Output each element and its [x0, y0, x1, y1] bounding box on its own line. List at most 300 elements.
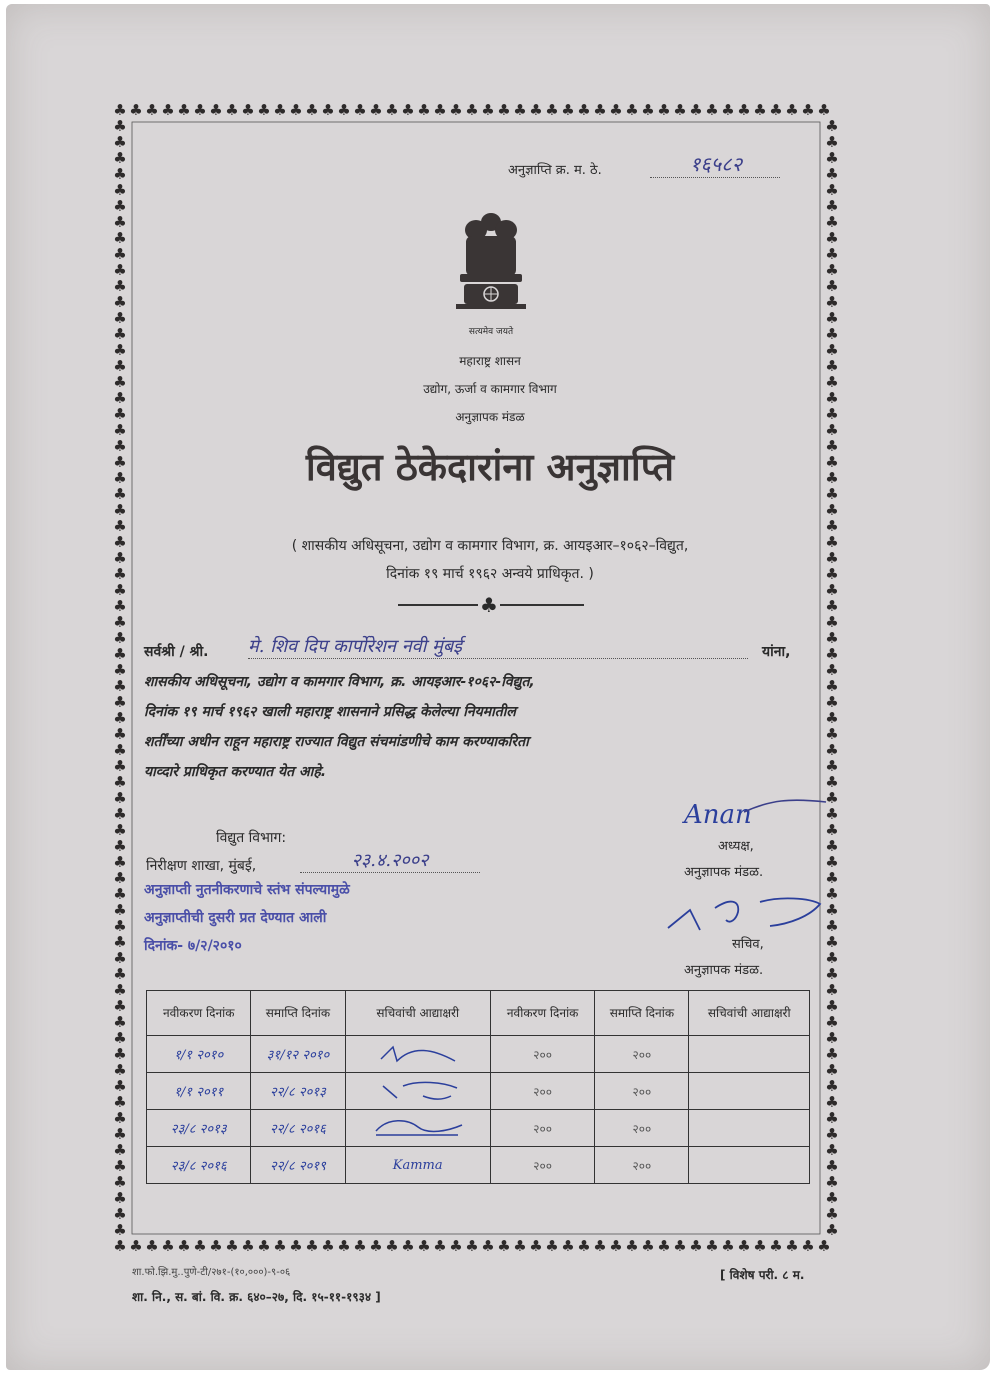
club-border-icon: ♣: [449, 1237, 463, 1254]
club-border-icon: ♣: [577, 102, 591, 119]
notification-ref: शा. नि., स. बां. वि. क्र. ६४०–२७, दि. १५-११-१९३४ ]: [132, 1290, 381, 1304]
club-border-icon: ♣: [257, 102, 271, 119]
club-border-icon: ♣: [385, 1237, 399, 1254]
renewal-date-cell: २३/८ २०१६: [147, 1147, 251, 1184]
club-border-icon: ♣: [113, 933, 127, 951]
club-border-icon: ♣: [705, 102, 719, 119]
club-border-icon: ♣: [825, 1013, 839, 1031]
body-line-4: शर्तींच्या अधीन राहून महाराष्ट्र राज्यात विद्युत संचमांडणीचे काम करण्याकरिता: [144, 734, 529, 750]
club-border-icon: ♣: [641, 1237, 655, 1254]
club-border-icon: ♣: [825, 837, 839, 855]
club-border-icon: ♣: [113, 1029, 127, 1047]
club-border-icon: ♣: [561, 102, 575, 119]
club-border-icon: ♣: [449, 102, 463, 119]
club-border-icon: ♣: [113, 181, 127, 199]
club-border-icon: ♣: [465, 1237, 479, 1254]
club-border-icon: ♣: [545, 1237, 559, 1254]
club-border-icon: ♣: [593, 102, 607, 119]
renewal-date-cell: २००: [490, 1110, 594, 1147]
club-border-icon: ♣: [369, 1237, 383, 1254]
club-border-icon: ♣: [113, 1173, 127, 1191]
club-border-icon: ♣: [113, 1205, 127, 1223]
club-border-icon: ♣: [113, 341, 127, 359]
club-border-icon: ♣: [161, 1237, 175, 1254]
renewal-date-cell: २००: [490, 1073, 594, 1110]
initials-signature: [368, 1113, 468, 1141]
lion-capital-icon: [446, 208, 536, 318]
club-border-icon: ♣: [513, 1237, 527, 1254]
club-border-icon: ♣: [113, 389, 127, 407]
club-border-icon: ♣: [825, 229, 839, 247]
club-border-icon: ♣: [825, 517, 839, 535]
club-border-icon: ♣: [273, 1237, 287, 1254]
club-border-icon: ♣: [785, 1237, 799, 1254]
club-border-icon: ♣: [113, 1013, 127, 1031]
club-border-icon: ♣: [657, 1237, 671, 1254]
initials-cell: [689, 1147, 810, 1184]
club-border-icon: ♣: [129, 1237, 143, 1254]
club-border-icon: ♣: [113, 102, 127, 119]
club-border-icon: ♣: [113, 693, 127, 711]
club-border-icon: ♣: [529, 102, 543, 119]
stamp-line-1: अनुज्ञाप्ती नुतनीकरणाचे स्तंभ संपल्यामुळे: [144, 882, 350, 898]
club-border-icon: ♣: [113, 1125, 127, 1143]
club-border-icon: ♣: [825, 741, 839, 759]
club-border-icon: ♣: [497, 1237, 511, 1254]
club-border-icon: ♣: [825, 277, 839, 295]
club-border-icon: ♣: [113, 165, 127, 183]
club-border-icon: ♣: [561, 1237, 575, 1254]
club-border-icon: ♣: [673, 1237, 687, 1254]
secretary-title: सचिव,: [732, 937, 764, 952]
club-border-icon: ♣: [145, 1237, 159, 1254]
club-border-icon: ♣: [825, 197, 839, 215]
club-border-icon: ♣: [673, 102, 687, 119]
renewal-date-cell: २००: [490, 1036, 594, 1073]
club-border-icon: ♣: [273, 102, 287, 119]
club-border-icon: ♣: [113, 725, 127, 743]
club-border-icon: ♣: [241, 102, 255, 119]
renewal-table: [146, 990, 810, 1184]
club-border-icon: ♣: [113, 613, 127, 631]
table-row: [147, 1036, 810, 1073]
club-border-icon: ♣: [209, 1237, 223, 1254]
club-border-icon: ♣: [113, 917, 127, 935]
club-border-icon: ♣: [825, 453, 839, 471]
initials-cell: [689, 1036, 810, 1073]
header-cell: नवीकरण दिनांक: [490, 991, 594, 1036]
subtitle-line-2: दिनांक १९ मार्च १९६२ अन्वये प्राधिकृत. ): [386, 566, 594, 582]
club-border-icon: ♣: [825, 405, 839, 423]
club-border-icon: ♣: [825, 613, 839, 631]
club-border-icon: ♣: [625, 102, 639, 119]
club-border-icon: ♣: [193, 102, 207, 119]
club-border-icon: ♣: [825, 1109, 839, 1127]
club-border-icon: ♣: [825, 597, 839, 615]
club-border-icon: ♣: [801, 102, 815, 119]
initials-cell: [345, 1110, 490, 1147]
club-border-icon: ♣: [825, 757, 839, 775]
club-border-icon: ♣: [113, 805, 127, 823]
club-border-icon: ♣: [737, 1237, 751, 1254]
stamp-line-2: अनुज्ञाप्तीची दुसरी प्रत देण्यात आली: [144, 910, 327, 926]
club-border-icon: ♣: [825, 1061, 839, 1079]
club-border-icon: ♣: [417, 102, 431, 119]
club-border-icon: ♣: [433, 1237, 447, 1254]
club-border-icon: ♣: [825, 309, 839, 327]
club-border-icon: ♣: [113, 405, 127, 423]
club-border-icon: ♣: [225, 102, 239, 119]
club-border-icon: ♣: [497, 102, 511, 119]
club-border-icon: ♣: [113, 437, 127, 455]
club-border-icon: ♣: [113, 325, 127, 343]
expiry-date-cell: २००: [595, 1036, 689, 1073]
club-border-icon: ♣: [289, 1237, 303, 1254]
club-border-icon: ♣: [825, 1045, 839, 1063]
club-border-icon: ♣: [817, 102, 831, 119]
club-border-icon: ♣: [689, 1237, 703, 1254]
club-border-icon: ♣: [145, 102, 159, 119]
club-border-icon: ♣: [825, 853, 839, 871]
club-border-icon: ♣: [113, 469, 127, 487]
club-border-icon: ♣: [353, 1237, 367, 1254]
emblem-motto: सत्यमेव जयते: [468, 327, 514, 337]
club-border-icon: ♣: [177, 102, 191, 119]
header-cell: नवीकरण दिनांक: [147, 991, 251, 1036]
initials-cell: [345, 1036, 490, 1073]
club-border-icon: ♣: [113, 213, 127, 231]
chairman-board: अनुज्ञापक मंडळ.: [684, 865, 764, 880]
licensee-name: मे. शिव दिप कार्पोरेशन नवी मुंबई: [248, 634, 748, 659]
club-border-icon: ♣: [825, 341, 839, 359]
office-line-1: विद्युत विभाग:: [216, 830, 287, 846]
club-border-icon: ♣: [289, 102, 303, 119]
club-border-icon: ♣: [825, 629, 839, 647]
club-border-icon: ♣: [113, 1157, 127, 1175]
club-border-icon: ♣: [825, 981, 839, 999]
initials-cell: [345, 1073, 490, 1110]
form-number: [ विशेष परी. ८ म.: [720, 1268, 805, 1282]
club-border-icon: ♣: [513, 102, 527, 119]
club-border-icon: ♣: [721, 102, 735, 119]
header-line-2: उद्योग, ऊर्जा व कामगार विभाग: [423, 382, 557, 396]
club-border-icon: ♣: [385, 102, 399, 119]
header-cell: सचिवांची आद्याक्षरी: [689, 991, 810, 1036]
club-border-icon: ♣: [825, 821, 839, 839]
club-border-icon: ♣: [825, 213, 839, 231]
club-border-icon: ♣: [401, 102, 415, 119]
expiry-date-cell: २२/८ २०१३: [251, 1073, 345, 1110]
page-title: विद्युत ठेकेदारांना अनुज्ञाप्ति: [305, 445, 675, 489]
club-border-icon: ♣: [825, 645, 839, 663]
club-border-icon: ♣: [609, 1237, 623, 1254]
initials-cell: [689, 1073, 810, 1110]
club-border-icon: ♣: [825, 261, 839, 279]
club-border-icon: ♣: [113, 133, 127, 151]
license-number-label: अनुज्ञाप्ति क्र. म. ठे.: [508, 163, 602, 178]
club-border-icon: ♣: [825, 389, 839, 407]
club-border-icon: ♣: [401, 1237, 415, 1254]
club-border-icon: ♣: [113, 357, 127, 375]
club-border-icon: ♣: [113, 869, 127, 887]
club-border-icon: ♣: [113, 629, 127, 647]
table-header-row: [147, 991, 810, 1036]
club-border-icon: ♣: [825, 1189, 839, 1207]
club-ornament-icon: ♣: [478, 594, 500, 616]
renewal-date-cell: २००: [490, 1147, 594, 1184]
club-border-icon: ♣: [721, 1237, 735, 1254]
club-border-icon: ♣: [113, 309, 127, 327]
club-border-icon: ♣: [817, 1237, 831, 1254]
club-border-icon: ♣: [113, 533, 127, 551]
club-border-icon: ♣: [113, 293, 127, 311]
club-border-icon: ♣: [113, 501, 127, 519]
ashoka-emblem: [446, 208, 536, 337]
office-line-2: निरीक्षण शाखा, मुंबई,: [146, 858, 257, 874]
club-border-icon: ♣: [545, 102, 559, 119]
club-border-icon: ♣: [113, 277, 127, 295]
club-border-icon: ♣: [337, 1237, 351, 1254]
club-border-icon: ♣: [305, 1237, 319, 1254]
club-border-icon: ♣: [529, 1237, 543, 1254]
club-border-icon: ♣: [113, 821, 127, 839]
club-border-icon: ♣: [113, 997, 127, 1015]
club-border-icon: ♣: [113, 197, 127, 215]
stamp-line-3: दिनांक- ७/२/२०१०: [144, 938, 242, 954]
club-border-icon: ♣: [481, 1237, 495, 1254]
club-border-icon: ♣: [161, 102, 175, 119]
club-border-icon: ♣: [113, 949, 127, 967]
club-border-icon: ♣: [825, 437, 839, 455]
club-border-icon: ♣: [825, 581, 839, 599]
club-border-icon: ♣: [113, 245, 127, 263]
club-border-icon: ♣: [825, 373, 839, 391]
club-border-icon: ♣: [609, 102, 623, 119]
club-border-icon: ♣: [321, 1237, 335, 1254]
club-border-icon: ♣: [113, 565, 127, 583]
club-border-icon: ♣: [113, 741, 127, 759]
club-border-icon: ♣: [753, 102, 767, 119]
club-border-icon: ♣: [113, 773, 127, 791]
club-border-icon: ♣: [825, 1173, 839, 1191]
club-border-icon: ♣: [113, 981, 127, 999]
club-border-icon: ♣: [113, 453, 127, 471]
club-border-icon: ♣: [825, 565, 839, 583]
club-border-icon: ♣: [825, 1029, 839, 1047]
body-line-2: शासकीय अधिसूचना, उद्योग व कामगार विभाग, क्र. आयइआर-१०६२-विद्युत,: [144, 674, 535, 690]
club-border-icon: ♣: [257, 1237, 271, 1254]
club-border-icon: ♣: [113, 117, 127, 135]
body-line-5: याव्दारे प्राधिकृत करण्यात येत आहे.: [144, 764, 327, 780]
club-border-icon: ♣: [825, 805, 839, 823]
club-border-icon: ♣: [113, 261, 127, 279]
club-border-icon: ♣: [689, 102, 703, 119]
club-border-icon: ♣: [113, 965, 127, 983]
club-border-icon: ♣: [113, 149, 127, 167]
club-border-icon: ♣: [825, 917, 839, 935]
club-border-icon: ♣: [113, 1237, 127, 1254]
license-number-value: १६५८२: [650, 150, 780, 178]
club-border-icon: ♣: [225, 1237, 239, 1254]
club-border-icon: ♣: [825, 773, 839, 791]
chairman-signature: Anan: [684, 800, 752, 830]
header-line-3: अनुज्ञापक मंडळ: [455, 410, 525, 424]
club-border-icon: ♣: [353, 102, 367, 119]
club-border-icon: ♣: [825, 709, 839, 727]
club-border-icon: ♣: [433, 102, 447, 119]
club-border-icon: ♣: [113, 517, 127, 535]
renewal-date-cell: १/१ २०१०: [147, 1036, 251, 1073]
club-border-icon: ♣: [825, 117, 839, 135]
club-border-icon: ♣: [801, 1237, 815, 1254]
club-border-icon: ♣: [113, 1045, 127, 1063]
club-border-icon: ♣: [209, 102, 223, 119]
to-suffix: यांना,: [762, 644, 791, 660]
club-border-icon: ♣: [705, 1237, 719, 1254]
club-border-icon: ♣: [113, 837, 127, 855]
club-border-icon: ♣: [113, 645, 127, 663]
club-border-icon: ♣: [657, 102, 671, 119]
header-cell: समाप्ति दिनांक: [595, 991, 689, 1036]
secretary-signature: [660, 890, 830, 940]
club-border-icon: ♣: [825, 549, 839, 567]
issue-date: २३.४.२००२: [300, 848, 480, 873]
club-border-icon: ♣: [825, 165, 839, 183]
club-border-icon: ♣: [769, 102, 783, 119]
club-border-icon: ♣: [481, 102, 495, 119]
table-row: [147, 1110, 810, 1147]
club-border-icon: ♣: [825, 693, 839, 711]
club-border-icon: ♣: [825, 661, 839, 679]
initials-signature: [373, 1039, 463, 1067]
expiry-date-cell: २००: [595, 1147, 689, 1184]
club-border-icon: ♣: [825, 357, 839, 375]
club-border-icon: ♣: [369, 102, 383, 119]
club-border-icon: ♣: [193, 1237, 207, 1254]
club-border-icon: ♣: [577, 1237, 591, 1254]
club-border-icon: ♣: [113, 1141, 127, 1159]
club-border-icon: ♣: [113, 1061, 127, 1079]
expiry-date-cell: ३१/१२ २०१०: [251, 1036, 345, 1073]
club-border-icon: ♣: [129, 102, 143, 119]
club-border-icon: ♣: [825, 1205, 839, 1223]
club-border-icon: ♣: [113, 757, 127, 775]
club-border-icon: ♣: [113, 853, 127, 871]
club-border-icon: ♣: [825, 181, 839, 199]
club-border-icon: ♣: [113, 885, 127, 903]
club-border-icon: ♣: [825, 149, 839, 167]
club-border-icon: ♣: [113, 549, 127, 567]
club-border-icon: ♣: [825, 1141, 839, 1159]
club-border-icon: ♣: [825, 1221, 839, 1239]
club-border-icon: ♣: [417, 1237, 431, 1254]
club-border-icon: ♣: [241, 1237, 255, 1254]
club-border-icon: ♣: [825, 933, 839, 951]
club-border-icon: ♣: [825, 965, 839, 983]
club-border-icon: ♣: [113, 373, 127, 391]
club-border-icon: ♣: [113, 229, 127, 247]
club-border-icon: ♣: [113, 485, 127, 503]
header-cell: समाप्ति दिनांक: [251, 991, 345, 1036]
club-border-icon: ♣: [593, 1237, 607, 1254]
club-border-icon: ♣: [113, 1077, 127, 1095]
print-code: शा.फो.झि.मु..पुणे-टी/२७१-(१०,०००)-९-०६: [132, 1267, 291, 1278]
initials-cell: Kamma: [345, 1147, 490, 1184]
club-border-icon: ♣: [113, 421, 127, 439]
club-border-icon: ♣: [825, 997, 839, 1015]
club-border-icon: ♣: [113, 661, 127, 679]
club-border-icon: ♣: [737, 102, 751, 119]
chairman-signature-flourish: [740, 792, 830, 822]
club-border-icon: ♣: [825, 789, 839, 807]
club-border-icon: ♣: [753, 1237, 767, 1254]
club-border-icon: ♣: [825, 869, 839, 887]
club-border-icon: ♣: [825, 901, 839, 919]
expiry-date-cell: २२/८ २०१६: [251, 1110, 345, 1147]
club-border-icon: ♣: [825, 1077, 839, 1095]
club-border-icon: ♣: [113, 597, 127, 615]
club-border-icon: ♣: [113, 1093, 127, 1111]
header-cell: सचिवांची आद्याक्षरी: [345, 991, 490, 1036]
club-border-icon: ♣: [337, 102, 351, 119]
club-border-icon: ♣: [769, 1237, 783, 1254]
club-border-icon: ♣: [825, 501, 839, 519]
salutation: सर्वश्री / श्री.: [144, 644, 209, 660]
club-border-icon: ♣: [825, 293, 839, 311]
table-row: [147, 1147, 810, 1184]
club-border-icon: ♣: [825, 245, 839, 263]
club-border-icon: ♣: [825, 1157, 839, 1175]
club-border-icon: ♣: [641, 102, 655, 119]
table-row: [147, 1073, 810, 1110]
club-border-icon: ♣: [825, 949, 839, 967]
renewal-date-cell: १/१ २०११: [147, 1073, 251, 1110]
club-border-icon: ♣: [825, 533, 839, 551]
expiry-date-cell: २००: [595, 1073, 689, 1110]
club-border-icon: ♣: [825, 421, 839, 439]
club-border-icon: ♣: [825, 885, 839, 903]
club-border-icon: ♣: [113, 677, 127, 695]
club-border-icon: ♣: [113, 581, 127, 599]
club-border-icon: ♣: [785, 102, 799, 119]
initials-cell: [689, 1110, 810, 1147]
chairman-title: अध्यक्ष,: [718, 839, 754, 854]
header-line-1: महाराष्ट्र शासन: [459, 354, 521, 368]
club-border-icon: ♣: [825, 725, 839, 743]
subtitle-line-1: ( शासकीय अधिसूचना, उद्योग व कामगार विभाग, क्र. आयइआर–१०६२–विद्युत,: [291, 538, 689, 554]
club-border-icon: ♣: [825, 485, 839, 503]
club-border-icon: ♣: [177, 1237, 191, 1254]
club-border-icon: ♣: [113, 901, 127, 919]
body-line-3: दिनांक १९ मार्च १९६२ खाली महाराष्ट्र शासनाने प्रसिद्ध केलेल्या नियमातील: [144, 704, 516, 720]
club-border-icon: ♣: [113, 1189, 127, 1207]
renewal-date-cell: २३/८ २०१३: [147, 1110, 251, 1147]
club-border-icon: ♣: [825, 325, 839, 343]
expiry-date-cell: २००: [595, 1110, 689, 1147]
club-border-icon: ♣: [825, 1125, 839, 1143]
club-border-icon: ♣: [825, 469, 839, 487]
club-border-icon: ♣: [113, 1109, 127, 1127]
club-border-icon: ♣: [305, 102, 319, 119]
initials-signature: [373, 1076, 463, 1104]
club-border-icon: ♣: [113, 709, 127, 727]
club-border-icon: ♣: [825, 1093, 839, 1111]
club-border-icon: ♣: [825, 133, 839, 151]
secretary-board: अनुज्ञापक मंडळ.: [684, 963, 764, 978]
club-border-icon: ♣: [825, 677, 839, 695]
club-border-icon: ♣: [625, 1237, 639, 1254]
club-border-icon: ♣: [321, 102, 335, 119]
